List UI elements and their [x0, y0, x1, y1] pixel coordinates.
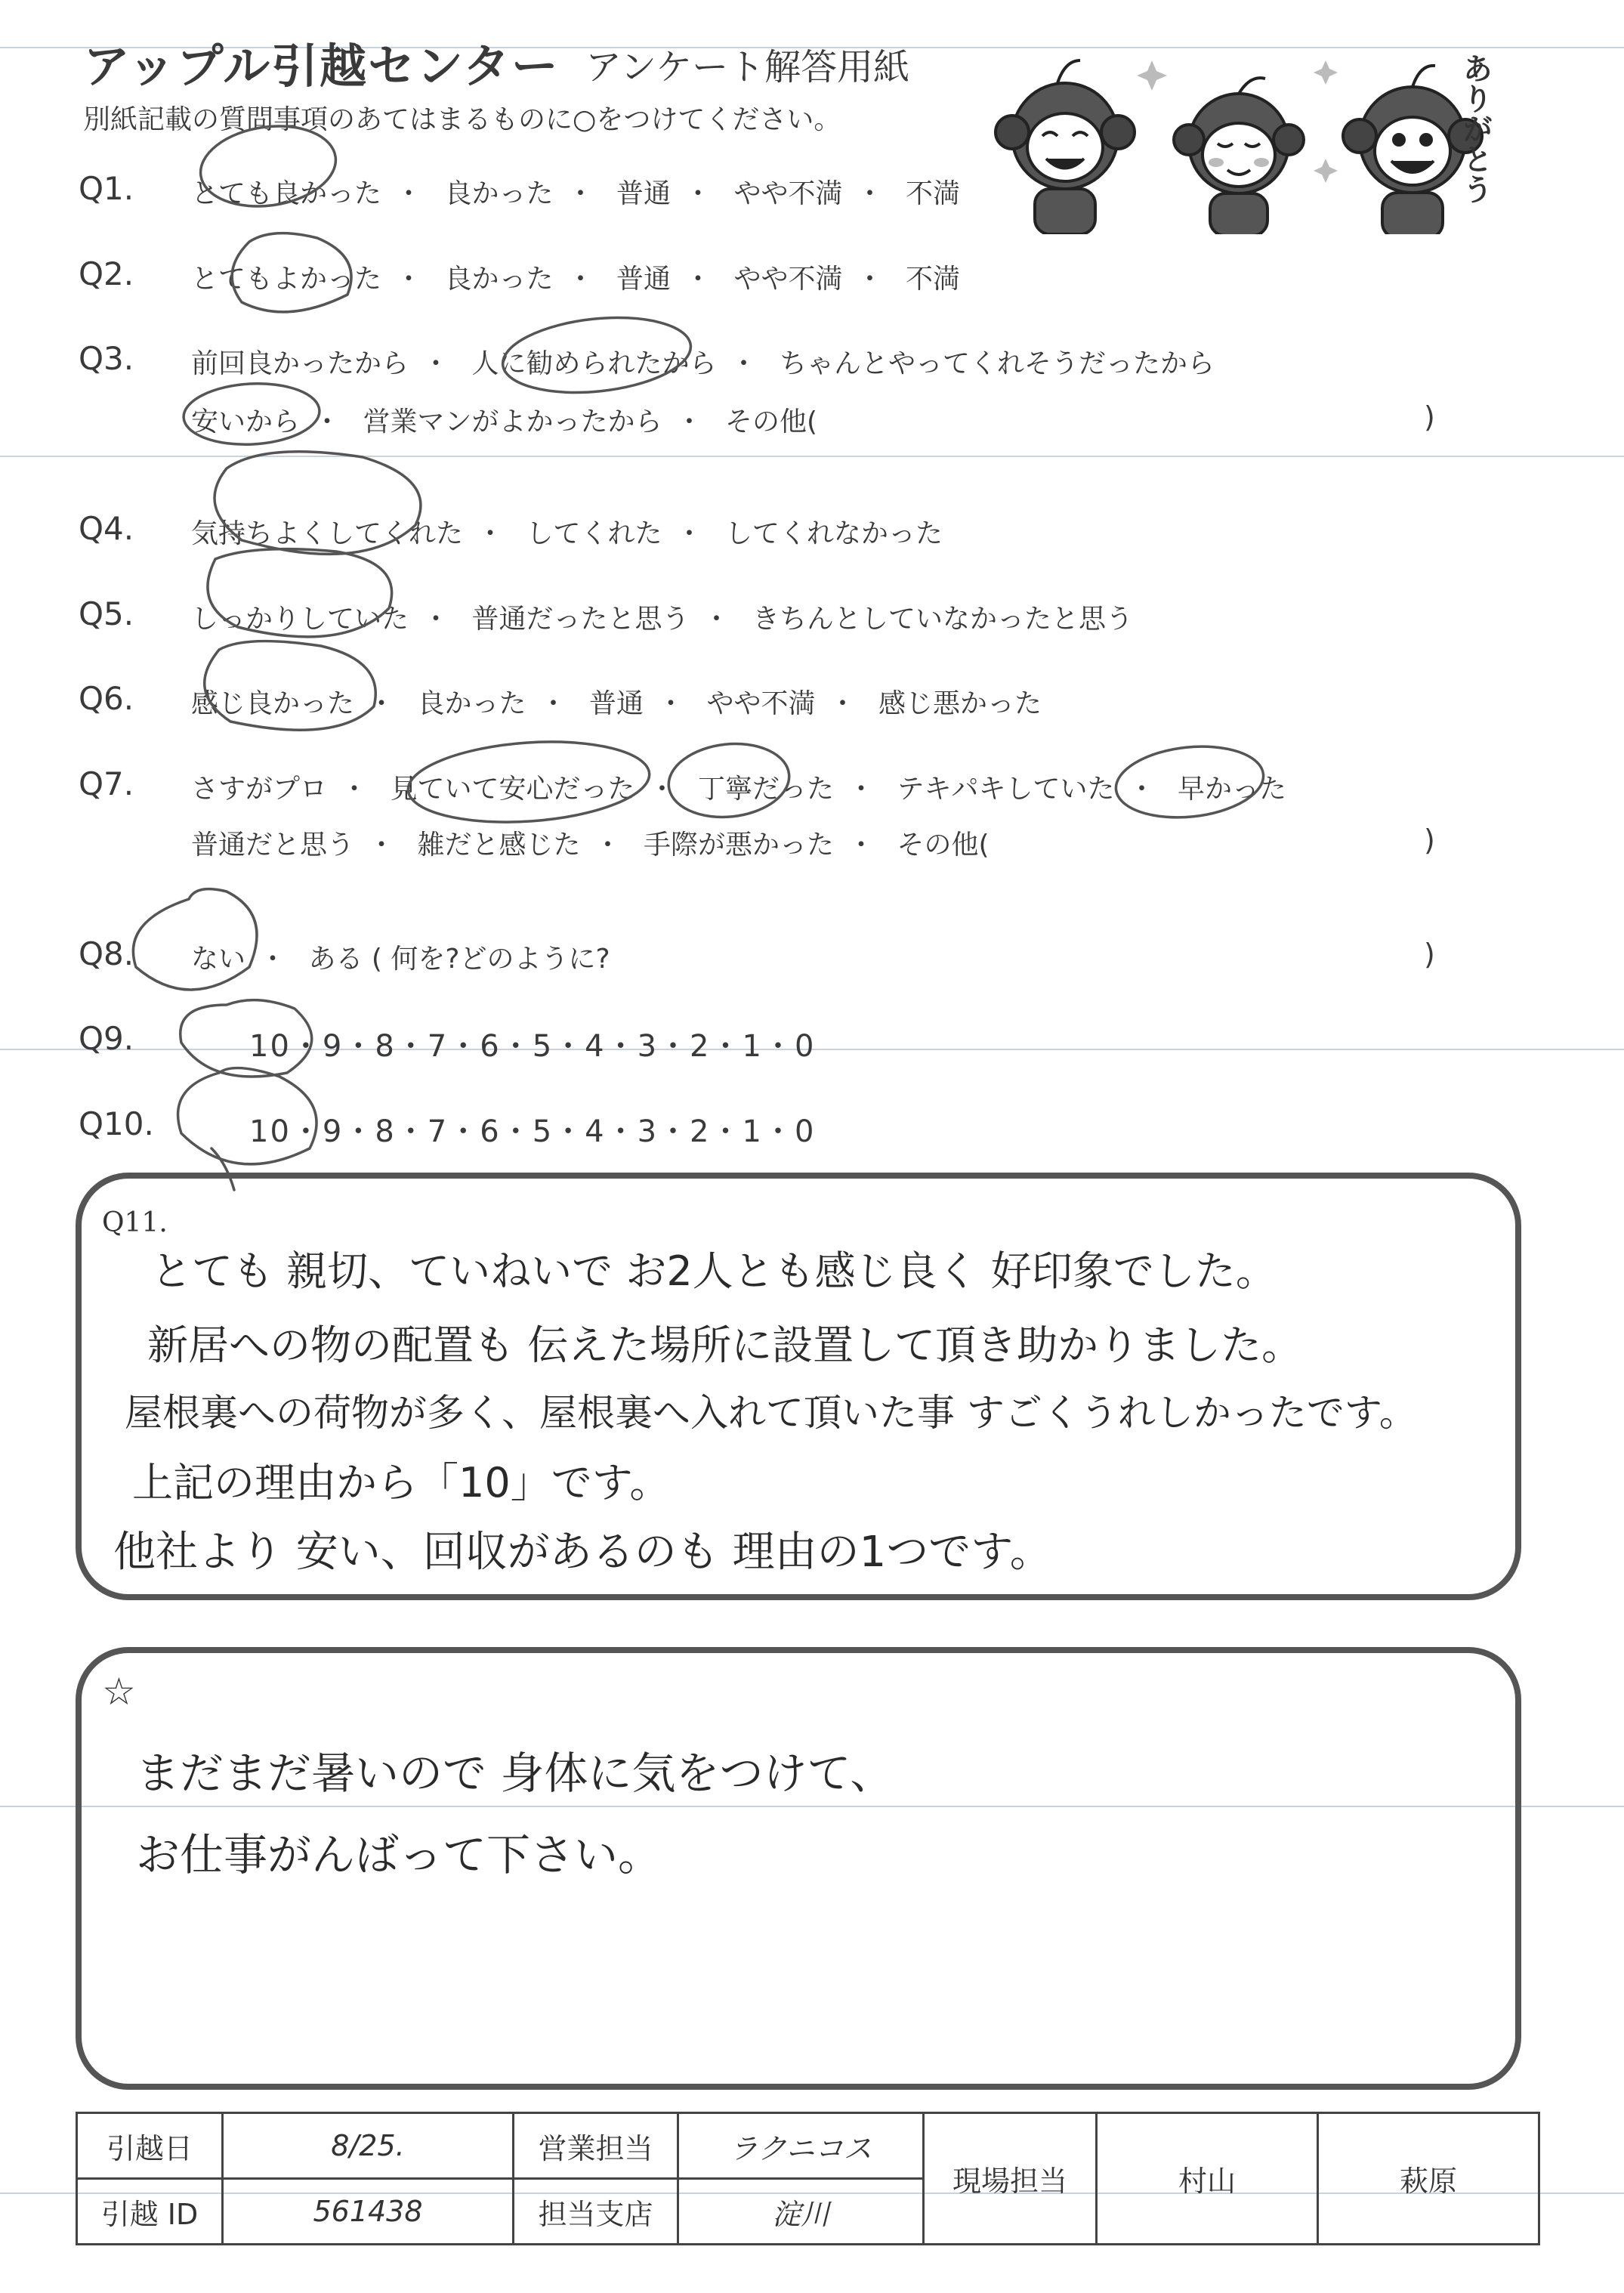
q9-score-scale[interactable]: 10・9・8・7・6・5・4・3・2・1・0	[249, 1029, 816, 1064]
question-number: Q7.	[79, 765, 134, 802]
site-staff-1[interactable]: 村山	[1097, 2113, 1318, 2245]
move-id-value[interactable]: 561438	[223, 2179, 514, 2245]
move-id-label: 引越 ID	[77, 2179, 223, 2245]
q1-option-4[interactable]: やや不満	[733, 178, 843, 209]
footer-info-table	[76, 2112, 1540, 2245]
q2-option-3[interactable]: 普通	[616, 264, 671, 295]
form-title: アンケート解答用紙	[585, 46, 910, 88]
q11-comment-line-3: 屋根裏への荷物が多く、屋根裏へ入れて頂いた事 すごくうれしかったです。	[125, 1391, 1417, 1435]
site-staff-2[interactable]: 萩原	[1318, 2113, 1539, 2245]
site-staff-label: 現場担当	[924, 2113, 1097, 2245]
q5-option-2[interactable]: 普通だったと思う	[471, 604, 690, 635]
question-number: Q2.	[79, 255, 134, 292]
q2-selection-circle	[232, 233, 351, 312]
q6-option-4[interactable]: やや不満	[706, 688, 816, 719]
q3-option-3[interactable]: ちゃんとやってくれそうだったから	[779, 348, 1215, 379]
question-number: Q9.	[79, 1020, 134, 1057]
message-line-1: まだまだ暑いので 身体に気をつけて、	[136, 1748, 894, 1799]
q2-options: とてもよかった ・ 良かった ・ 普通 ・ やや不満 ・ 不満	[191, 264, 960, 295]
q5-selection-circle	[208, 549, 392, 637]
message-line-2: お仕事がんばって下さい。	[136, 1829, 662, 1880]
close-paren: )	[1424, 938, 1435, 971]
q3-option-2[interactable]: 人に勧められたから	[471, 348, 717, 379]
q1-option-2[interactable]: 良かった	[444, 178, 554, 209]
branch-label: 担当支店	[514, 2179, 678, 2245]
q7-option-4[interactable]: テキパキしていた	[897, 774, 1115, 805]
company-name: アップル引越センター	[83, 39, 560, 94]
q2-option-1[interactable]: とてもよかった	[191, 264, 382, 295]
q7-option-3[interactable]: 丁寧だった	[697, 774, 834, 805]
q7-selection-circle-2	[665, 738, 792, 823]
q6-selection-circle	[205, 641, 376, 731]
q11-label: Q11.	[102, 1207, 168, 1238]
q3-options-line1: 前回良かったから ・ 人に勧められたから ・ ちゃんとやってくれそうだったから	[191, 348, 1215, 379]
q1-option-1[interactable]: とても良かった	[191, 178, 382, 209]
q2-option-5[interactable]: 不満	[905, 264, 960, 295]
q7-options-line2: 普通だと思う ・ 雑だと感じた ・ 手際が悪かった ・ その他(	[191, 830, 990, 861]
sales-rep-value[interactable]: ラクニコス	[678, 2113, 924, 2179]
q6-option-5[interactable]: 感じ悪かった	[878, 688, 1042, 719]
q7-selection-circle-1	[406, 734, 652, 830]
q3-option-1[interactable]: 前回良かったから	[191, 348, 409, 379]
q3-option-4[interactable]: 安いから	[191, 406, 301, 437]
branch-value[interactable]: 淀川	[678, 2179, 924, 2245]
question-number: Q8.	[79, 935, 134, 972]
q5-options: しっかりしていた ・ 普通だったと思う ・ きちんとしていなかったと思う	[191, 604, 1133, 635]
q4-options: 気持ちよくしてくれた ・ してくれた ・ してくれなかった	[191, 518, 943, 549]
q1-option-5[interactable]: 不満	[905, 178, 960, 209]
q8-option-2[interactable]: ある ( 何を?どのように?	[308, 944, 610, 975]
q6-option-2[interactable]: 良かった	[417, 688, 526, 719]
close-paren: )	[1424, 824, 1435, 857]
close-paren: )	[1424, 400, 1435, 434]
q5-option-3[interactable]: きちんとしていなかったと思う	[752, 604, 1133, 635]
q7-option-8[interactable]: 手際が悪かった	[643, 830, 834, 861]
q1-options: とても良かった ・ 良かった ・ 普通 ・ やや不満 ・ 不満	[191, 178, 960, 209]
q7-selection-circle-3	[1113, 740, 1267, 824]
move-date-value[interactable]: 8/25.	[223, 2113, 514, 2179]
q8-options: ない ・ ある ( 何を?どのように?	[191, 944, 610, 975]
question-number: Q4.	[79, 510, 134, 547]
q1-option-3[interactable]: 普通	[616, 178, 671, 209]
q8-selection-circle	[133, 889, 257, 990]
q11-comment-line-5: 他社より 安い、回収があるのも 理由の1つです。	[113, 1528, 1052, 1577]
star-label: ☆	[102, 1670, 136, 1714]
q8-option-1[interactable]: ない	[191, 944, 246, 975]
q2-option-2[interactable]: 良かった	[444, 264, 554, 295]
q4-option-3[interactable]: してくれなかった	[724, 518, 943, 549]
q4-selection-circle	[215, 452, 421, 555]
q10-selection-circle	[178, 1068, 316, 1190]
q7-option-6[interactable]: 普通だと思う	[191, 830, 355, 861]
sales-rep-label: 営業担当	[514, 2113, 678, 2179]
q10-score-scale[interactable]: 10・9・8・7・6・5・4・3・2・1・0	[249, 1114, 816, 1149]
q7-option-2[interactable]: 見ていて安心だった	[390, 774, 635, 805]
q6-options: 感じ良かった ・ 良かった ・ 普通 ・ やや不満 ・ 感じ悪かった	[191, 688, 1042, 719]
q4-option-2[interactable]: してくれた	[526, 518, 662, 549]
q5-option-1[interactable]: しっかりしていた	[191, 604, 409, 635]
q3-option-other[interactable]: その他(	[724, 406, 818, 437]
question-number: Q3.	[79, 340, 134, 377]
thanks-text: ありがとう	[1458, 53, 1493, 204]
q6-option-3[interactable]: 普通	[588, 688, 644, 719]
move-date-label: 引越日	[77, 2113, 223, 2179]
q9-selection-circle	[181, 1000, 312, 1077]
question-number: Q1.	[79, 170, 134, 207]
q7-option-5[interactable]: 早かった	[1177, 774, 1286, 805]
q3-selection-circle-2	[182, 380, 321, 447]
q2-option-4[interactable]: やや不満	[733, 264, 843, 295]
q1-selection-circle	[196, 118, 341, 215]
q7-option-7[interactable]: 雑だと感じた	[417, 830, 581, 861]
q7-options-line1: さすがプロ ・ 見ていて安心だった ・ 丁寧だった ・ テキパキしていた ・ 早かった	[191, 774, 1286, 805]
q3-selection-circle-1	[499, 309, 695, 401]
question-number: Q10.	[79, 1105, 154, 1142]
instruction-text: 別紙記載の質問事項のあてはまるものに○をつけてください。	[83, 104, 841, 135]
q7-option-1[interactable]: さすがプロ	[191, 774, 328, 805]
question-number: Q5.	[79, 595, 134, 632]
q3-options-line2: 安いから ・ 営業マンがよかったから ・ その他(	[191, 406, 818, 437]
q6-option-1[interactable]: 感じ良かった	[191, 688, 355, 719]
q3-option-5[interactable]: 営業マンがよかったから	[363, 406, 662, 437]
q11-comment-line-4: 上記の理由から「10」です。	[132, 1459, 671, 1507]
q11-comment-line-1: とても 親切、ていねいで お2人とも感じ良く 好印象でした。	[151, 1247, 1277, 1295]
q7-option-other[interactable]: その他(	[897, 830, 990, 861]
q4-option-1[interactable]: 気持ちよくしてくれた	[191, 518, 464, 549]
question-number: Q6.	[79, 680, 134, 717]
q11-comment-line-2: 新居への物の配置も 伝えた場所に設置して頂き助かりました。	[147, 1321, 1303, 1369]
